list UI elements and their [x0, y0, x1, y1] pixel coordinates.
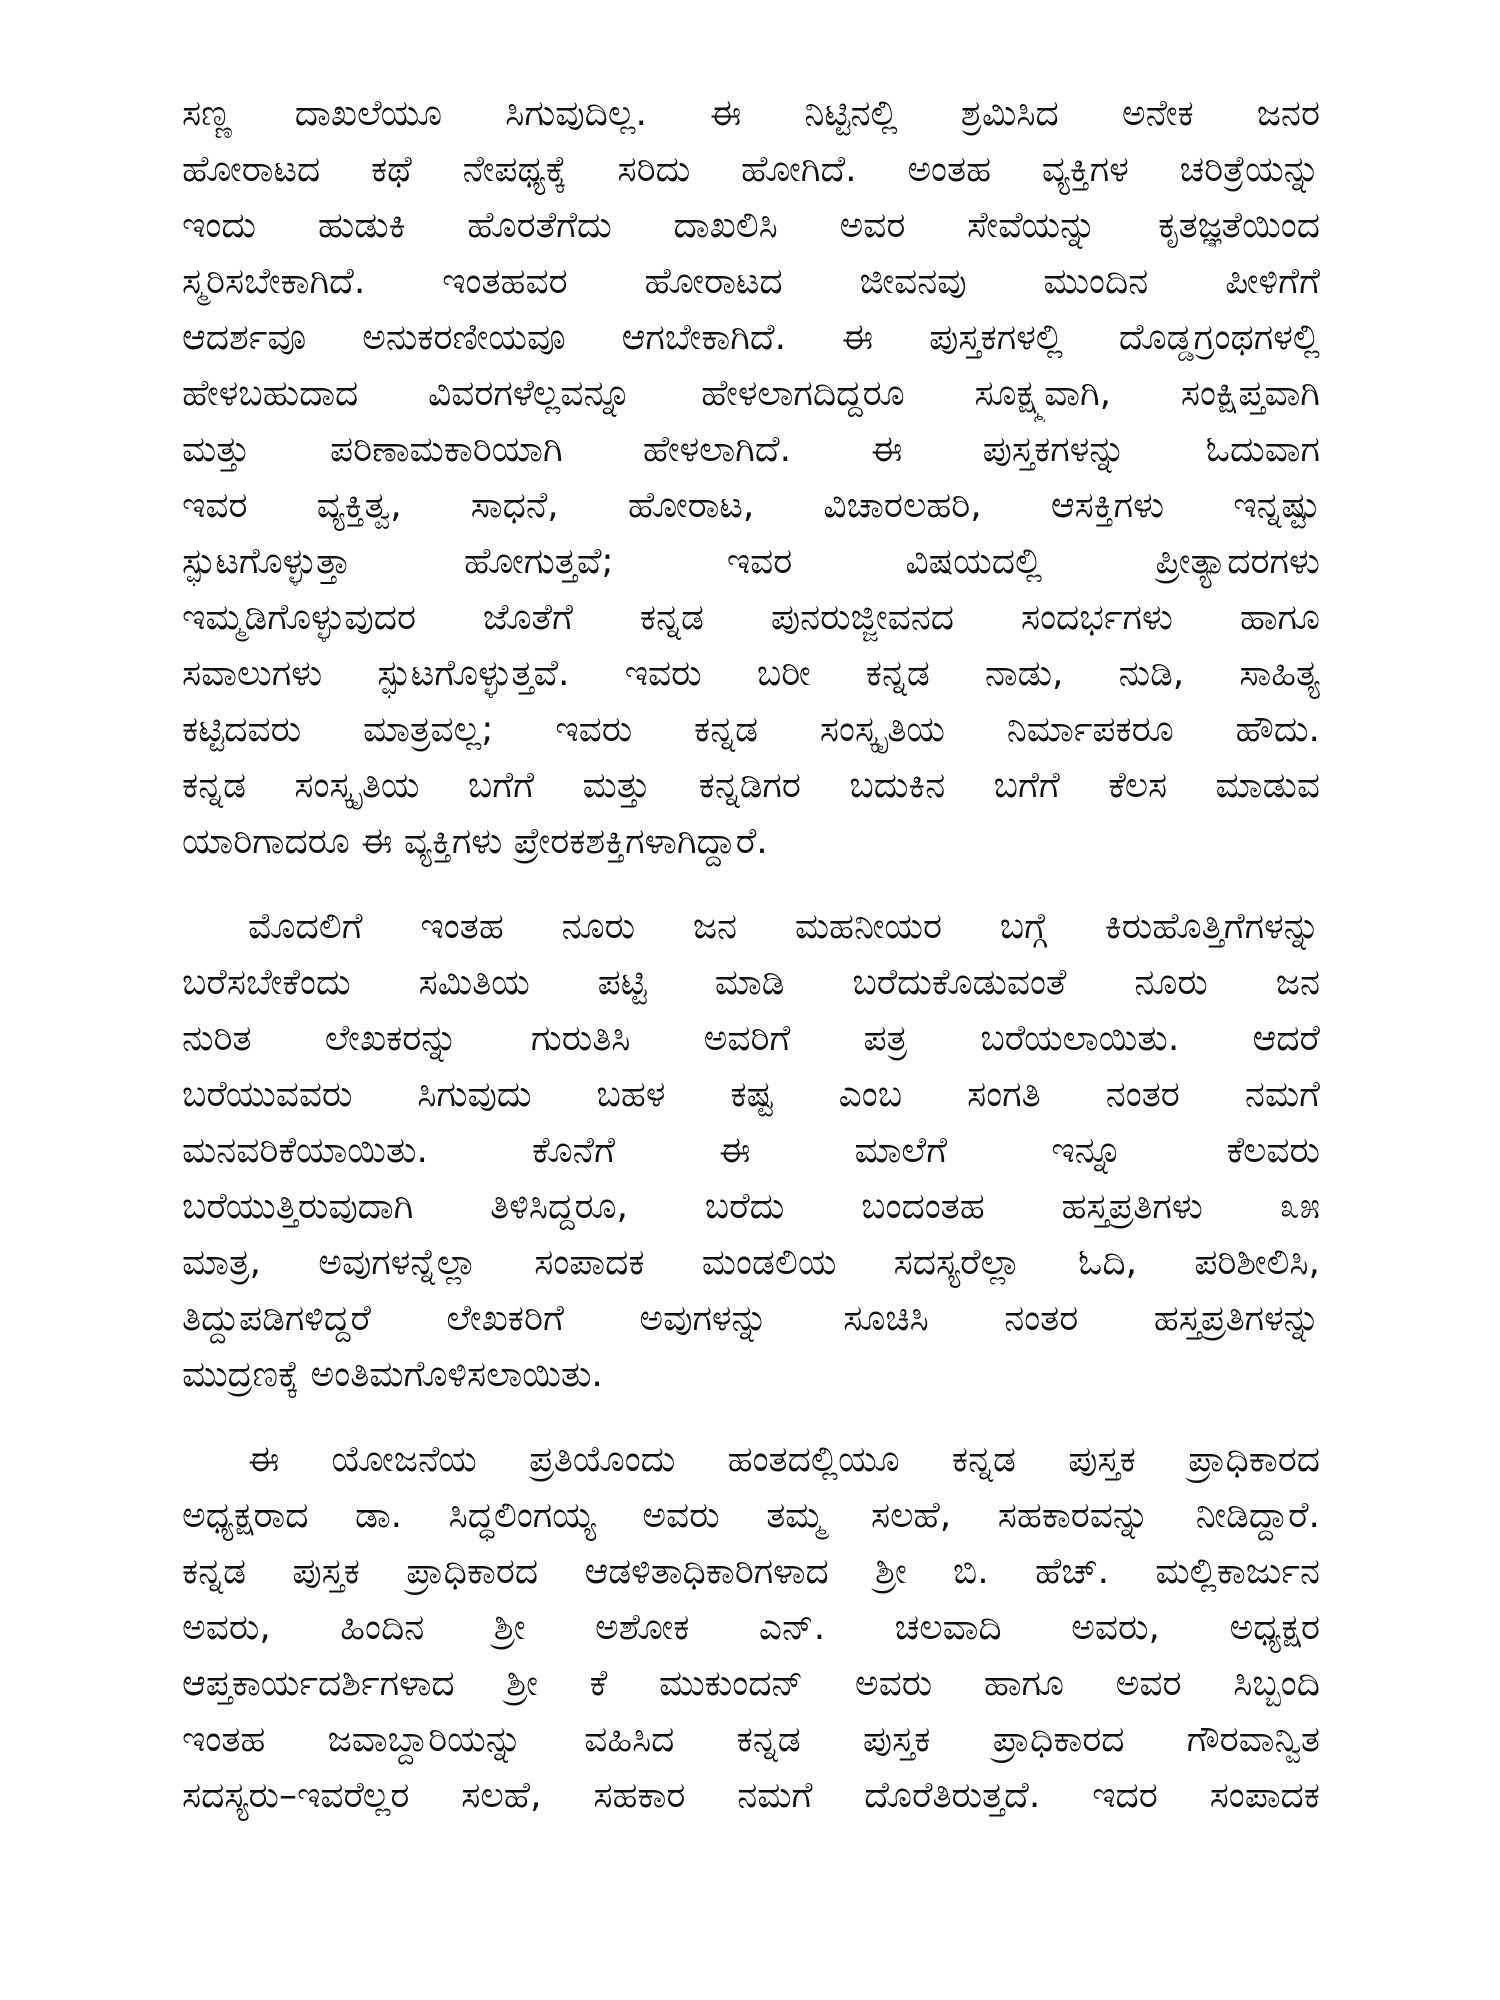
text-line: ಬರೆಸಬೇಕೆಂದು ಸಮಿತಿಯ ಪಟ್ಟಿ ಮಾಡಿ ಬರೆದುಕೊಡುವಂತೆ ನೂರು ಜನ — [182, 962, 1320, 1003]
text-line-first: ಮೊದಲಿಗೆ ಇಂತಹ ನೂರು ಜನ ಮಹನೀಯರ ಬಗ್ಗೆ ಕಿರುಹೊತ್ತಿಗೆಗಳನ್ನು — [248, 906, 1320, 947]
text-line: ಹೋರಾಟದ ಕಥೆ ನೇಪಥ್ಯಕ್ಕೆ ಸರಿದು ಹೋಗಿದೆ. ಅಂತಹ ವ್ಯಕ್ತಿಗಳ ಚರಿತ್ರೆಯನ್ನು — [182, 149, 1320, 190]
text-line: ಆದರ್ಶವೂ ಅನುಕರಣೀಯವೂ ಆಗಬೇಕಾಗಿದೆ. ಈ ಪುಸ್ತಕಗಳಲ್ಲಿ ದೊಡ್ಡಗ್ರಂಥಗಳಲ್ಲಿ — [182, 317, 1320, 358]
text-line: ಸದಸ್ಯರು–ಇವರೆಲ್ಲರ ಸಲಹೆ, ಸಹಕಾರ ನಮಗೆ ದೊರೆತಿರುತ್ತದೆ. ಇದರ ಸಂಪಾದಕ — [182, 1775, 1320, 1816]
text-line: ನುರಿತ ಲೇಖಕರನ್ನು ಗುರುತಿಸಿ ಅವರಿಗೆ ಪತ್ರ ಬರೆಯಲಾಯಿತು. ಆದರೆ — [182, 1018, 1320, 1059]
text-line: ಇಮ್ಮಡಿಗೊಳ್ಳುವುದರ ಜೊತೆಗೆ ಕನ್ನಡ ಪುನರುಜ್ಜೀವನದ ಸಂದರ್ಭಗಳು ಹಾಗೂ — [182, 597, 1320, 638]
text-line: ಇಂದು ಹುಡುಕಿ ಹೊರತೆಗೆದು ದಾಖಲಿಸಿ ಅವರ ಸೇವೆಯನ್ನು ಕೃತಜ್ಞತೆಯಿಂದ — [182, 205, 1320, 246]
text-line: ಮತ್ತು ಪರಿಣಾಮಕಾರಿಯಾಗಿ ಹೇಳಲಾಗಿದೆ. ಈ ಪುಸ್ತಕಗಳನ್ನು ಓದುವಾಗ — [182, 429, 1320, 470]
text-line: ಸವಾಲುಗಳು ಸ್ಫುಟಗೊಳ್ಳುತ್ತವೆ. ಇವರು ಬರೀ ಕನ್ನಡ ನಾಡು, ನುಡಿ, ಸಾಹಿತ್ಯ — [182, 653, 1320, 694]
text-line-last: ಮುದ್ರಣಕ್ಕೆ ಅಂತಿಮಗೊಳಿಸಲಾಯಿತು. — [182, 1354, 603, 1395]
text-line: ಹೇಳಬಹುದಾದ ವಿವರಗಳೆಲ್ಲವನ್ನೂ ಹೇಳಲಾಗದಿದ್ದರೂ ಸೂಕ್ಷ್ಮವಾಗಿ, ಸಂಕ್ಷಿಪ್ತವಾಗಿ — [182, 373, 1320, 414]
text-line-first: ಈ ಯೋಜನೆಯ ಪ್ರತಿಯೊಂದು ಹಂತದಲ್ಲಿಯೂ ಕನ್ನಡ ಪುಸ್ತಕ ಪ್ರಾಧಿಕಾರದ — [248, 1439, 1320, 1480]
text-line: ಕನ್ನಡ ಪುಸ್ತಕ ಪ್ರಾಧಿಕಾರದ ಆಡಳಿತಾಧಿಕಾರಿಗಳಾದ ಶ್ರೀ ಬಿ. ಹೆಚ್. ಮಲ್ಲಿಕಾರ್ಜುನ — [182, 1551, 1320, 1592]
text-line: ಸ್ಮರಿಸಬೇಕಾಗಿದೆ. ಇಂತಹವರ ಹೋರಾಟದ ಜೀವನವು ಮುಂದಿನ ಪೀಳಿಗೆಗೆ — [182, 261, 1320, 302]
text-line: ಇಂತಹ ಜವಾಬ್ದಾರಿಯನ್ನು ವಹಿಸಿದ ಕನ್ನಡ ಪುಸ್ತಕ ಪ್ರಾಧಿಕಾರದ ಗೌರವಾನ್ವಿತ — [182, 1719, 1320, 1760]
text-line-last: ಯಾರಿಗಾದರೂ ಈ ವ್ಯಕ್ತಿಗಳು ಪ್ರೇರಕಶಕ್ತಿಗಳಾಗಿದ್ದಾರೆ. — [182, 821, 768, 862]
text-line: ಮನವರಿಕೆಯಾಯಿತು. ಕೊನೆಗೆ ಈ ಮಾಲೆಗೆ ಇನ್ನೂ ಕೆಲವರು — [182, 1130, 1320, 1171]
text-line: ಅವರು, ಹಿಂದಿನ ಶ್ರೀ ಅಶೋಕ ಎನ್. ಚಲವಾದಿ ಅವರು, ಅಧ್ಯಕ್ಷರ — [182, 1607, 1320, 1648]
text-line: ಬರೆಯುವವರು ಸಿಗುವುದು ಬಹಳ ಕಷ್ಟ ಎಂಬ ಸಂಗತಿ ನಂತರ ನಮಗೆ — [182, 1074, 1320, 1115]
text-line: ಕಟ್ಟಿದವರು ಮಾತ್ರವಲ್ಲ; ಇವರು ಕನ್ನಡ ಸಂಸ್ಕೃತಿಯ ನಿರ್ಮಾಪಕರೂ ಹೌದು. — [182, 709, 1320, 750]
text-line: ಆಪ್ತಕಾರ್ಯದರ್ಶಿಗಳಾದ ಶ್ರೀ ಕೆ ಮುಕುಂದನ್ ಅವರು ಹಾಗೂ ಅವರ ಸಿಬ್ಬಂದಿ — [182, 1663, 1320, 1704]
text-line: ಮಾತ್ರ, ಅವುಗಳನ್ನೆಲ್ಲಾ ಸಂಪಾದಕ ಮಂಡಲಿಯ ಸದಸ್ಯರೆಲ್ಲಾ ಓದಿ, ಪರಿಶೀಲಿಸಿ, — [182, 1242, 1320, 1283]
paragraph-2 — [182, 899, 1320, 1403]
text-line: ತಿದ್ದುಪಡಿಗಳಿದ್ದರೆ ಲೇಖಕರಿಗೆ ಅವುಗಳನ್ನು ಸೂಚಿಸಿ ನಂತರ ಹಸ್ತಪ್ರತಿಗಳನ್ನು — [182, 1298, 1320, 1339]
text-line: ಸ್ಫುಟಗೊಳ್ಳುತ್ತಾ ಹೋಗುತ್ತವೆ; ಇವರ ವಿಷಯದಲ್ಲಿ ಪ್ರೀತ್ಯಾದರಗಳು — [182, 541, 1320, 582]
text-line: ಅಧ್ಯಕ್ಷರಾದ ಡಾ. ಸಿದ್ಧಲಿಂಗಯ್ಯ ಅವರು ತಮ್ಮ ಸಲಹೆ, ಸಹಕಾರವನ್ನು ನೀಡಿದ್ದಾರೆ. — [182, 1495, 1320, 1536]
paragraph-3 — [182, 1432, 1320, 1824]
text-line: ಬರೆಯುತ್ತಿರುವುದಾಗಿ ತಿಳಿಸಿದ್ದರೂ, ಬರೆದು ಬಂದಂತಹ ಹಸ್ತಪ್ರತಿಗಳು ೩೫ — [182, 1186, 1320, 1227]
text-line: ಕನ್ನಡ ಸಂಸ್ಕೃತಿಯ ಬಗೆಗೆ ಮತ್ತು ಕನ್ನಡಿಗರ ಬದುಕಿನ ಬಗೆಗೆ ಕೆಲಸ ಮಾಡುವ — [182, 765, 1320, 806]
text-line: ಸಣ್ಣ ದಾಖಲೆಯೂ ಸಿಗುವುದಿಲ್ಲ. ಈ ನಿಟ್ಟಿನಲ್ಲಿ ಶ್ರಮಿಸಿದ ಅನೇಕ ಜನರ — [182, 93, 1320, 134]
paragraph-1 — [182, 86, 1320, 870]
text-line: ಇವರ ವ್ಯಕ್ತಿತ್ವ, ಸಾಧನೆ, ಹೋರಾಟ, ವಿಚಾರಲಹರಿ, ಆಸಕ್ತಿಗಳು ಇನ್ನಷ್ಟು — [182, 485, 1320, 526]
